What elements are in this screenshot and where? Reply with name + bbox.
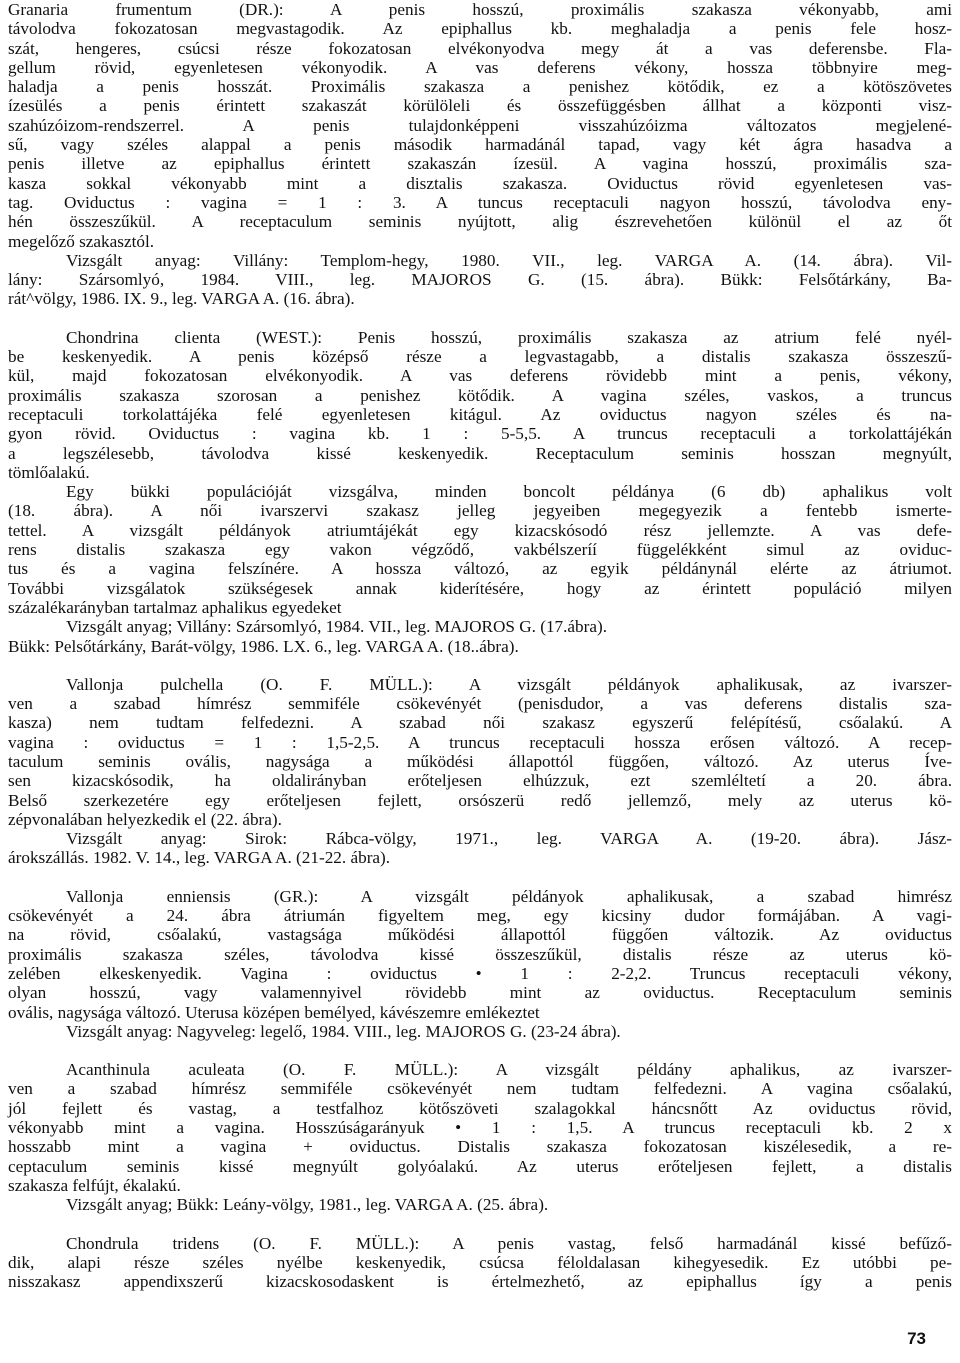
paragraph-gap (8, 1041, 952, 1060)
text-line: tus és a vagina felszínére. A hossza változó, az egyik példánynál elérte az átriumot. (8, 559, 952, 579)
text-line: sű, vagy széles alappal a penis második harmadánál tapad, vagy két ágra hasadva a (8, 135, 952, 155)
text-line: Belső szerkezetére egy erőteljesen fejlett, orsószerü redő jellemző, mely az uterus kö- (8, 790, 952, 810)
text-line: vékonyabb mint a vagina. Hosszúságarányuk • 1 : 1,5. A truncus receptaculi kb. 2 x (8, 1118, 952, 1138)
text-line: nisszakasz appendixszerű kizacskosodaskent is értelmezhető, az epiphallus így a penis (8, 1272, 952, 1292)
text-line: kasza sokkal vékonyabb mint a disztalis szakasza. Oviductus rövid egyenletesen vas- (8, 173, 952, 193)
text-line: ceptaculum seminis kissé megnyúlt golyóalakú. Az uterus erőteljesen fejlett, a distalis (8, 1156, 952, 1176)
text-line: hosszabb mint a vagina + oviductus. Distalis szakasza fokozatosan kiszélesedik, a re- (8, 1137, 952, 1157)
text-line: haladja a penis hosszát. Proximális szakasza a penishez kötődik, ez a kötöszövetes (8, 77, 952, 97)
text-line: tag. Oviductus : vagina = 1 : 3. A tuncus receptaculi nagyon hosszú, távolodva eny- (8, 192, 952, 212)
text-line: ven a szabad hímrész semmiféle csökevényét nem tudtam felfedezni. A vagina csőalakú, (8, 1079, 952, 1099)
text-line: szakasza felfújt, ékalakú. (8, 1175, 181, 1195)
paragraph-vallonja-pulchella (8, 675, 952, 868)
text-line: Chondrula tridens (O. F. MÜLL.): A penis vastag, felső harmadánál kissé befűző- (66, 1233, 952, 1253)
text-line: gyon rövid. Oviductus : vagina kb. 1 : 5-5,5. A truncus receptaculi a torkolattájékán (8, 424, 952, 444)
text-line: Vizsgált anyag: Villány: Templom-hegy, 1980. VII., leg. VARGA A. (14. ábra). Vil- (66, 250, 952, 270)
text-line: na rövid, csőalakú, vastagsága működési állapottól függően változik. Az oviductus (8, 925, 952, 945)
page-number: 73 (907, 1329, 926, 1348)
text-line: százalékarányban tartalmaz aphalikus egyedeket (8, 597, 342, 617)
text-line: megelőző szakasztól. (8, 231, 155, 251)
text-line: rát^völgy, 1986. IX. 9., leg. VARGA A. (16. ábra). (8, 289, 355, 309)
text-line: kasza) nem tudtam felfedezni. A szabad női szakasz egyszerű felépítésű, csőalakú. A (8, 713, 952, 733)
text-line: gellum rövid, egyenletesen vékonyodik. A vas deferens vékony, hossza többnyire meg- (8, 57, 952, 77)
text-line: Acanthinula aculeata (O. F. MÜLL.): A vizsgált példány aphalikus, az ivarszer- (66, 1060, 952, 1080)
text-line: zépvonalában helyezkedik el (22. ábra). (8, 809, 282, 829)
text-line: Bükk: Pelsőtárkány, Barát-völgy, 1986. LX. 6., leg. VARGA A. (18..ábra). (8, 636, 519, 656)
text-line: sen kizacskósodik, ha oldalirányban erőteljesen elhúzzuk, ezt szemléltetí a 20. ábra. (8, 771, 952, 791)
text-line: receptaculi torkolattájéka felé egyenletesen kitágul. Az oviductus nagyon széles és na- (8, 404, 952, 424)
text-line: proximális szakasza szorosan a penishez kötődik. A vagina széles, vaskos, a truncus (8, 385, 952, 405)
text-line: csökevényét a 24. ábra átriumán figyeltem meg, egy kicsiny dudor formájában. A vagi- (8, 906, 952, 926)
text-line: rens distalis szakasza egy vakon végződő, vakbélszeríí függelékként simul az oviduc- (8, 540, 952, 560)
text-line: További vizsgálatok szükségesek annak kiderítésére, hogy az érintett populáció milyen (8, 578, 952, 598)
paragraph-chondrula (8, 1234, 952, 1292)
text-line: Chondrina clienta (WEST.): Penis hosszú, proximális szakasza az atrium felé nyél- (66, 327, 952, 347)
text-line: be keskenyedik. A penis középső része a legvastagabb, a distalis szakasza összeszű- (8, 347, 952, 367)
text-line: kül, majd fokozatosan elvékonyodik. A vas deferens rövidebb mint a penis, vékony, (8, 366, 952, 386)
paragraph-gap (8, 656, 952, 675)
text-line: Vizsgált anyag; Villány: Szársomlyó, 1984. VII., leg. MAJOROS G. (17.ábra). (66, 617, 608, 637)
text-line: taculum seminis ovális, nagysága a működési állapottól függően, változó. Az uterus Íve- (8, 751, 952, 771)
text-line: ven a szabad hímrész semmiféle csökevényét (penisdudor, a vas deferens distalis sza- (8, 694, 952, 714)
text-line: proximális szakasza széles, távolodva kissé összeszűkül, distalis része az uterus kö- (8, 944, 952, 964)
text-line: zelében elkeskenyedik. Vagina : oviductus • 1 : 2-2,2. Truncus receptaculi vékony, (8, 963, 952, 983)
text-line: olyan hosszú, vagy valamennyivel rövidebb mint az oviductus. Receptaculum seminis (8, 983, 952, 1003)
text-line: Vallonja pulchella (O. F. MÜLL.): A vizsgált példányok aphalikusak, az ivarszer- (66, 674, 952, 694)
text-line: dik, alapi része széles nyélbe keskenyedik, csúcsa féloldalasan kihegyesedik. Ez utóbbi pe- (8, 1252, 952, 1272)
text-line: szát, hengeres, csúcsi része fokozatosan elvékonyodva megy át a vas deferensbe. Fla- (8, 38, 952, 58)
text-line: jól fejlett és vastag, a testfalhoz kötőszöveti szalagokkal háncsnőtt Az oviductus rövid, (8, 1098, 952, 1118)
text-line: Vallonja enniensis (GR.): A vizsgált példányok aphalikusak, a szabad himrész (66, 886, 952, 906)
paragraph-gap (8, 309, 952, 328)
text-line: szahúzóizom-rendszerrel. A penis tulajdonképpeni visszahúzóizma változatos megjelené- (8, 115, 952, 135)
text-line: a legszélesebb, távolodva kissé keskenyedik. Receptaculum seminis hosszan megnyúlt, (8, 443, 952, 463)
text-line: penis illetve az epiphallus érintett szakaszán ízesül. A vagina hosszú, proximális sza- (8, 154, 952, 174)
text-line: vagina : oviductus = 1 : 1,5-2,5. A truncus receptaculi hossza erősen változó. A recep- (8, 732, 952, 752)
document-page (8, 0, 952, 1291)
body-text (8, 0, 952, 1291)
text-line: Egy bükki populációját vizsgálva, minden boncolt példánya (6 db) aphalikus volt (66, 482, 952, 502)
paragraph-vallonja-enniensis (8, 887, 952, 1041)
paragraph-granaria (8, 0, 952, 309)
paragraph-gap (8, 868, 952, 887)
text-line: távolodva fokozatosan megvastagodik. Az epiphallus kb. meghaladja a penis fele hosz- (8, 19, 952, 39)
text-line: ovális, nagysága változó. Uterusa középen bemélyed, kávészemre emlékeztet (8, 1002, 540, 1022)
paragraph-acanthinula (8, 1060, 952, 1214)
text-line: ízesülés a penis érintett szakaszát körülöleli és összefüggésben állhat a központi visz- (8, 96, 952, 116)
text-line: Vizsgált anyag: Sirok: Rábca-völgy, 1971., leg. VARGA A. (19-20. ábra). Jász- (66, 829, 952, 849)
text-line: Granaria frumentum (DR.): A penis hosszú, proximális szakasza vékonyabb, ami (8, 0, 952, 19)
text-line: árokszállás. 1982. V. 14., leg. VARGA A. (21-22. ábra). (8, 848, 391, 868)
text-line: lány: Szársomlyó, 1984. VIII., leg. MAJOROS G. (15. ábra). Bükk: Felsőtárkány, Ba- (8, 270, 952, 290)
paragraph-gap (8, 1215, 952, 1234)
text-line: tettel. A vizsgált példányok atriumtájékát egy kizacskósodó rész jellemzte. A vas defe- (8, 520, 952, 540)
text-line: (18. ábra). A női ivarszervi szakasz jelleg jegyeiben megegyezik a fentebb ismerte- (8, 501, 952, 521)
paragraph-chondrina (8, 328, 952, 656)
text-line: Vizsgált anyag: Nagyveleg: legelő, 1984. VIII., leg. MAJOROS G. (23-24 ábra). (66, 1021, 621, 1041)
text-line: Vizsgált anyag; Bükk: Leány-völgy, 1981., leg. VARGA A. (25. ábra). (66, 1195, 549, 1215)
text-line: hén összeszűkül. A receptaculum seminis nyújtott, alig észrevehetően különül el az őt (8, 212, 952, 232)
text-line: tömlőalakú. (8, 462, 90, 482)
